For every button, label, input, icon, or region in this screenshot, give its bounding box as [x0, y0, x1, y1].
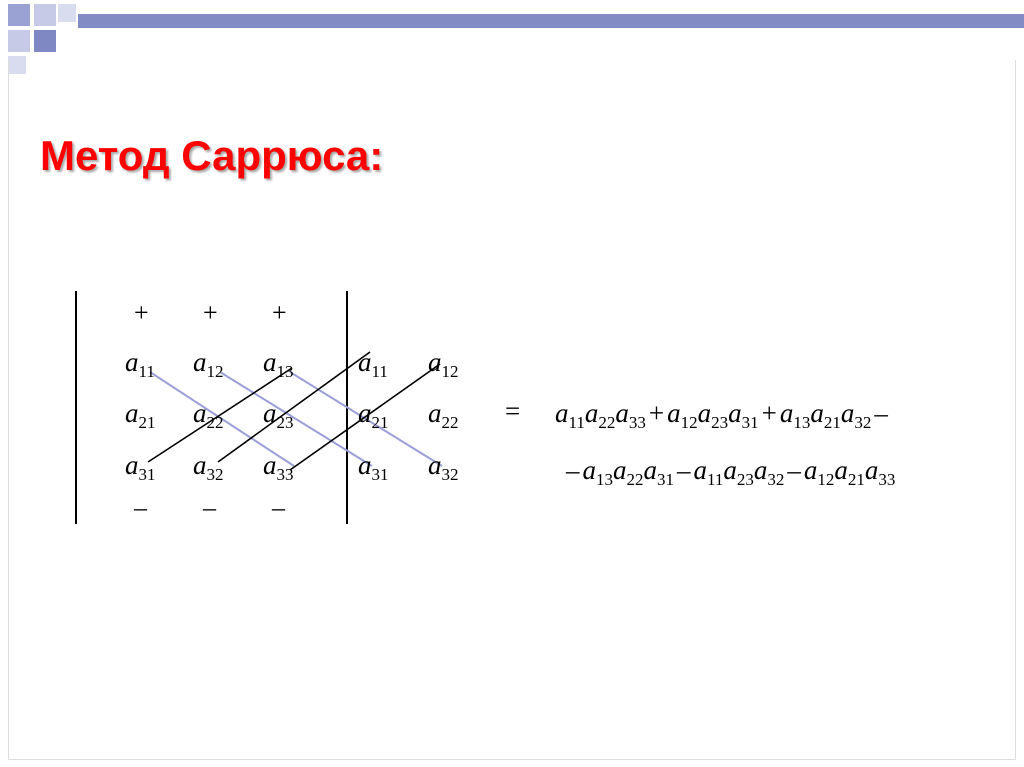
- formula-factor: $a_{12}$: [803, 455, 835, 489]
- matrix-entry: $a_{11}$: [358, 347, 388, 381]
- formula-operator: +: [648, 398, 665, 428]
- matrix-entry: $a_{12}$: [193, 347, 224, 381]
- formula-factor: $a_{22}$: [613, 455, 644, 489]
- formula-factor: $a_{31}$: [728, 398, 759, 432]
- formula-factor: $a_{32}$: [840, 398, 872, 432]
- plus-sign: +: [203, 298, 218, 327]
- formula-factor: $a_{11}$: [555, 398, 585, 432]
- formula-factor: $a_{23}$: [723, 455, 754, 489]
- matrix-entry: $a_{21}$: [358, 398, 389, 432]
- formula-factor: $a_{13}$: [779, 398, 811, 432]
- matrix-entry: $a_{23}$: [263, 398, 294, 432]
- formula-factor: $a_{31}$: [643, 455, 674, 489]
- formula-factor: $a_{32}$: [753, 455, 785, 489]
- matrix-entry: $a_{33}$: [263, 450, 294, 484]
- matrix-entry: $a_{32}$: [428, 450, 459, 484]
- formula-factor: $a_{33}$: [615, 398, 646, 432]
- formula-operator: –: [874, 398, 888, 428]
- formula-factor: $a_{11}$: [693, 455, 724, 489]
- formula-factor: $a_{21}$: [810, 398, 841, 432]
- matrix-entry: $a_{22}$: [428, 398, 459, 432]
- formula-factor: $a_{12}$: [667, 398, 698, 432]
- formula-factor: $a_{23}$: [697, 398, 729, 432]
- matrix-entry: $a_{31}$: [358, 450, 389, 484]
- formula-operator: –: [787, 455, 801, 485]
- matrix-entry: $a_{12}$: [428, 347, 459, 381]
- formula-factor: $a_{33}$: [864, 455, 896, 489]
- formula-operator: +: [761, 398, 777, 428]
- formula-equals: =: [505, 396, 521, 426]
- formula-line-2: [563, 457, 895, 488]
- formula-operator: –: [677, 455, 691, 485]
- matrix-entry: $a_{22}$: [193, 398, 224, 432]
- matrix-entry: $a_{31}$: [125, 450, 156, 484]
- formula-factor: $a_{21}$: [834, 455, 865, 489]
- minus-sign: –: [272, 493, 285, 522]
- matrix-entry: $a_{21}$: [125, 398, 156, 432]
- formula-line-1: [555, 400, 891, 431]
- minus-sign: –: [134, 493, 147, 522]
- plus-sign: +: [134, 298, 149, 327]
- minus-sign: –: [203, 493, 216, 522]
- slide-title: Метод Саррюса:: [40, 132, 384, 179]
- formula-factor: $a_{13}$: [582, 455, 613, 489]
- formula-factor: $a_{22}$: [584, 398, 616, 432]
- formula-operator: –: [566, 455, 580, 485]
- plus-sign: +: [272, 298, 287, 327]
- matrix-entry: $a_{11}$: [125, 347, 155, 381]
- positive-diagonal-line: [220, 372, 372, 466]
- matrix-entry: $a_{32}$: [193, 450, 224, 484]
- matrix-entry: $a_{13}$: [263, 347, 294, 381]
